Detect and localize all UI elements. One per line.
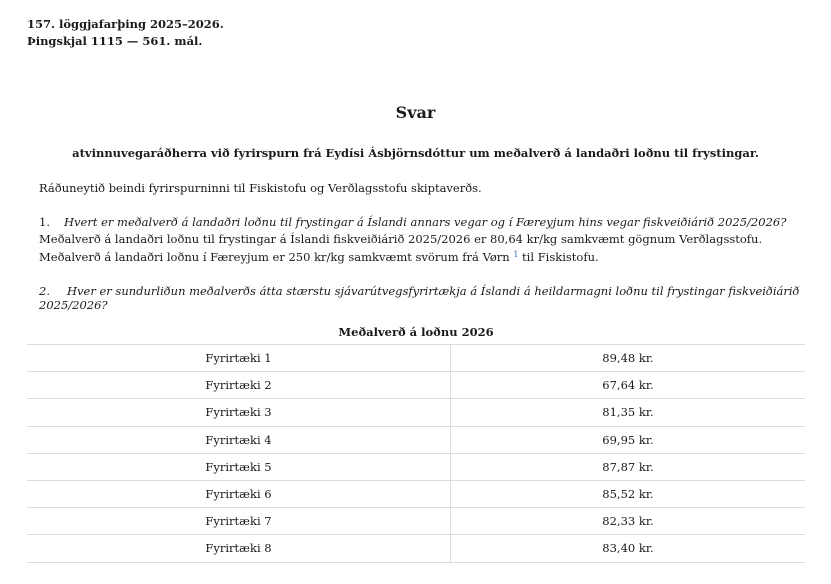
document-subtitle: atvinnuvegaráðherra við fyrirspurn frá Eydísi Ásbjörnsdóttur um meðalverð á landaðri loðnu til frystingar. (72, 146, 759, 160)
session-line: 157. löggjafarþing 2025–2026. (27, 17, 224, 31)
company-cell: Fyrirtæki 5 (27, 453, 451, 480)
company-cell: Fyrirtæki 8 (27, 535, 451, 562)
table-row (27, 508, 805, 535)
price-table-container (27, 322, 805, 563)
answer-1-line-2-text: Meðalverð á landaðri loðnu í Færeyjum er 250 kr/kg samkvæmt svörum frá Vørn (39, 250, 510, 264)
question-2-text: Hver er sundurliðun meðalverðs átta stærstu sjávarútvegsfyrirtækja á Íslandi á heildarmagni loðnu til frystingar fiskveiðiárið 2025/2026? (39, 284, 800, 312)
document-number-line: Þingskjal 1115 — 561. mál. (27, 34, 203, 48)
document-header (27, 16, 224, 50)
question-2-block (39, 284, 831, 312)
company-cell: Fyrirtæki 3 (27, 399, 451, 426)
table-row (27, 535, 805, 562)
price-cell: 82,33 kr. (451, 508, 806, 535)
question-1-number: 1. (39, 215, 50, 229)
company-cell: Fyrirtæki 4 (27, 426, 451, 453)
price-cell: 89,48 kr. (451, 345, 806, 372)
table-caption: Meðalverð á loðnu 2026 (27, 322, 805, 345)
footnote-link[interactable]: 1 (513, 250, 519, 259)
question-2-number: 2. (39, 284, 50, 298)
answer-1-line-2-end: til Fiskistofu. (518, 250, 599, 264)
answer-1-line-2 (39, 247, 786, 266)
document-title: Svar (395, 103, 436, 122)
price-cell: 85,52 kr. (451, 480, 806, 507)
price-cell: 69,95 kr. (451, 426, 806, 453)
intro-paragraph: Ráðuneytið beindi fyrirspurninni til Fiskistofu og Verðlagsstofu skiptaverðs. (39, 181, 482, 195)
price-cell: 87,87 kr. (451, 453, 806, 480)
question-1-text: Hvert er meðalverð á landaðri loðnu til frystingar á Íslandi annars vegar og í Færeyjum hins vegar fiskveiðiárið 2025/2026? (63, 215, 787, 229)
company-cell: Fyrirtæki 6 (27, 480, 451, 507)
company-cell: Fyrirtæki 1 (27, 345, 451, 372)
price-cell: 83,40 kr. (451, 535, 806, 562)
table-row (27, 399, 805, 426)
company-cell: Fyrirtæki 2 (27, 372, 451, 399)
company-cell: Fyrirtæki 7 (27, 508, 451, 535)
table-row (27, 426, 805, 453)
table-row (27, 345, 805, 372)
table-row (27, 480, 805, 507)
table-row (27, 372, 805, 399)
question-1-block (39, 214, 786, 266)
price-table (27, 345, 805, 563)
price-cell: 67,64 kr. (451, 372, 806, 399)
price-cell: 81,35 kr. (451, 399, 806, 426)
table-row (27, 453, 805, 480)
answer-1-line-1: Meðalverð á landaðri loðnu til frystingar á Íslandi fiskveiðiárið 2025/2026 er 80,64 kr/kg samkvæmt gögnum Verðlagsstofu. (39, 231, 763, 246)
